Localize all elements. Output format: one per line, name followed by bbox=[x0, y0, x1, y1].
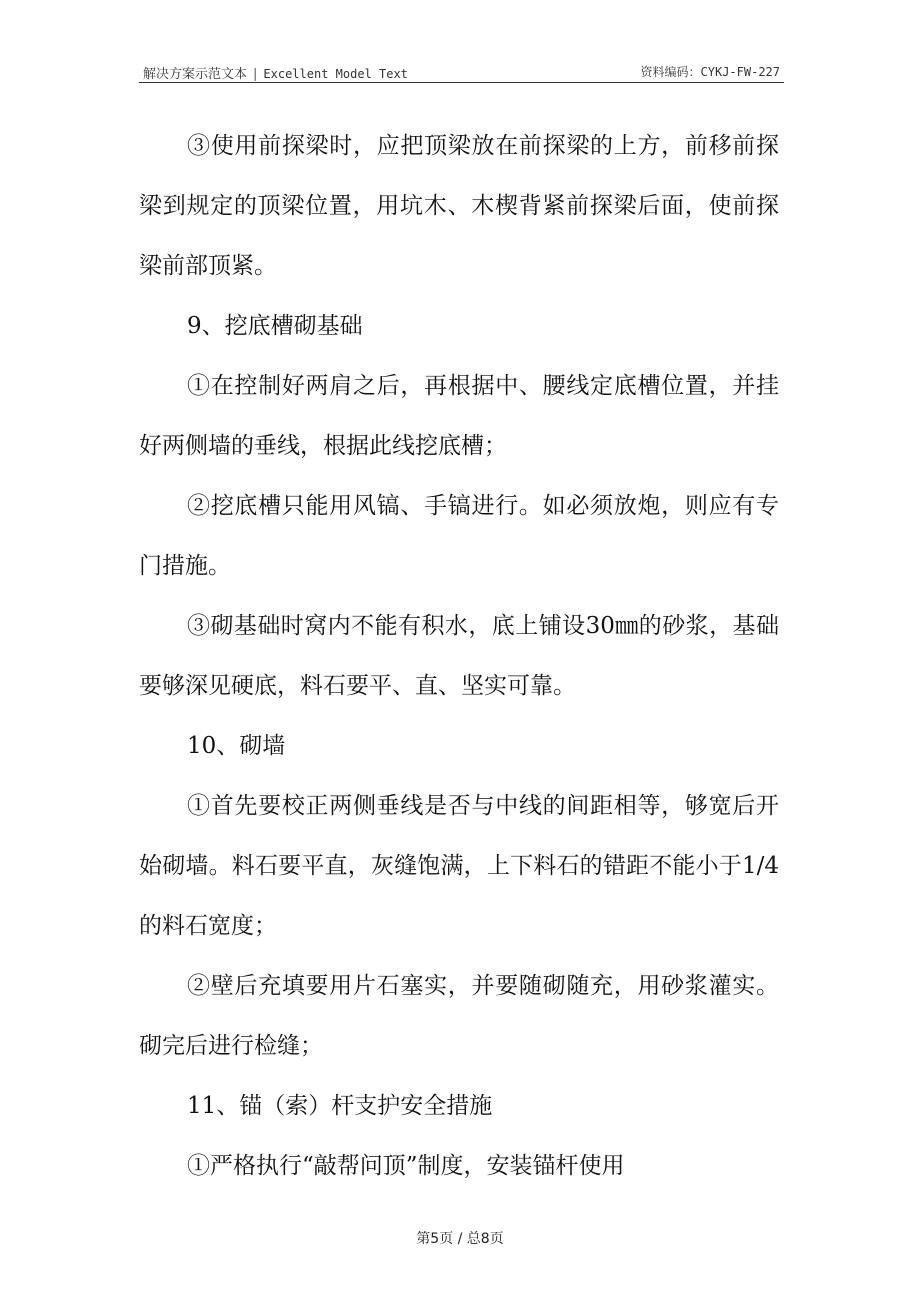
header-title-cn: 解决方案示范文本 bbox=[143, 67, 248, 82]
paragraph-wall-alignment: ①首先要校正两侧垂线是否与中线的间距相等，够宽后开始砌墙。料石要平直，灰缝饱满，上下料石的错距不能小于1/4的料石宽度； bbox=[139, 793, 779, 939]
section-heading-11: 11、锚（索）杆支护安全措施 bbox=[187, 1093, 493, 1119]
document-body bbox=[139, 116, 779, 1196]
header-document-code: 资料编码：CYKJ-FW-227 bbox=[640, 65, 780, 79]
page-header bbox=[139, 62, 784, 83]
section-heading-9: 9、挖底槽砌基础 bbox=[187, 313, 363, 339]
header-left bbox=[143, 63, 408, 82]
paragraph-foundation-masonry: ③砌基础时窝内不能有积水，底上铺设30㎜的砂浆，基础要够深见硬底，料石要平、直、坚实可靠。 bbox=[139, 613, 779, 699]
paragraph-front-beam-usage: ③使用前探梁时，应把顶梁放在前探梁的上方，前移前探梁到规定的顶梁位置，用坑木、木楔背紧前探梁后面，使前探梁前部顶紧。 bbox=[139, 133, 779, 279]
header-title-en: Excellent Model Text bbox=[263, 67, 408, 81]
paragraph-backfill: ②壁后充填要用片石塞实，并要随砌随充，用砂浆灌实。砌完后进行检缝； bbox=[139, 973, 779, 1059]
paragraph-trench-tools: ②挖底槽只能用风镐、手镐进行。如必须放炮，则应有专门措施。 bbox=[139, 493, 779, 579]
paragraph-roof-check: ①严格执行“敲帮问顶”制度，安装锚杆使用 bbox=[187, 1153, 625, 1179]
section-heading-10: 10、砌墙 bbox=[187, 733, 286, 759]
page-number: 第5页 / 总8页 bbox=[416, 1231, 504, 1247]
paragraph-trench-position: ①在控制好两肩之后，再根据中、腰线定底槽位置，并挂好两侧墙的垂线，根据此线挖底槽； bbox=[139, 373, 779, 459]
header-separator: | bbox=[253, 67, 258, 82]
